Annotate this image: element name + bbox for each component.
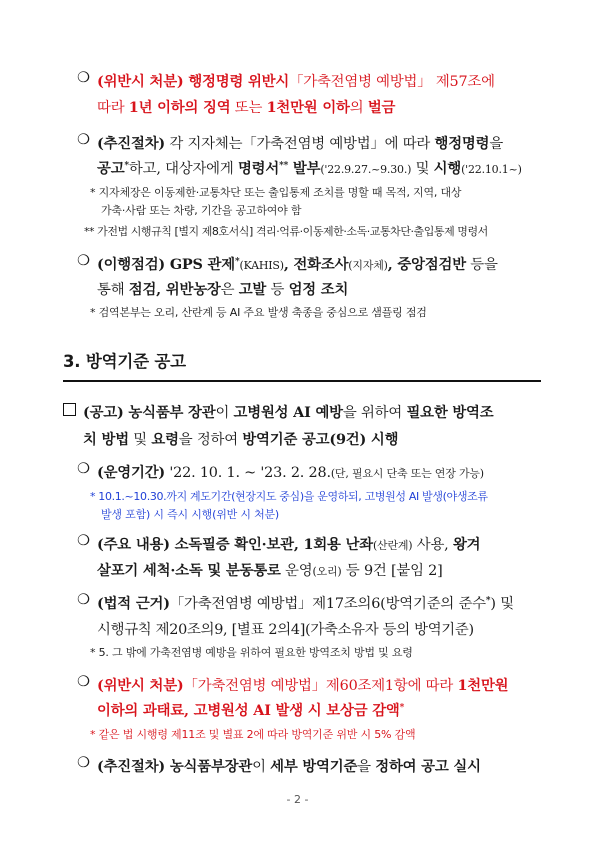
text: 요령 [151, 431, 179, 448]
text: 운영 [280, 563, 313, 579]
checkbox-square-icon [63, 403, 76, 416]
text: 을 정하여 [178, 432, 243, 448]
text: 각 지자체는「가축전염병 예방법」에 따라 [165, 136, 435, 152]
text: 「가축전염병 예방법」제60조제1항에 따라 [183, 678, 458, 694]
text: 정하여 공고 실시 [375, 758, 481, 775]
procedure-label: (추진절차) [97, 758, 166, 775]
text: 및 [411, 161, 434, 177]
footnote-line: * 검역본부는 오리, 산란계 등 AI 주요 발생 축종을 중심으로 샘플링 점검 [90, 306, 427, 319]
procedure-line-1 [97, 132, 503, 153]
text: 필요한 방역조 [406, 404, 494, 421]
text: 고발 [238, 281, 267, 298]
text: (산란계) [372, 539, 413, 552]
circle-bullet-icon: ❍ [77, 132, 90, 148]
footnote-line: ** 가전법 시행규칙 [별지 제8호서식] 격리·억류·이동제한·소독·교통차단·출입통제 명령서 [84, 225, 488, 238]
announce-label: (공고) [83, 404, 124, 421]
circle-bullet-icon: ❍ [77, 755, 90, 771]
text: 행정명령 [434, 135, 490, 152]
penalty-law: 「가축전염병 예방법」 제57조에 [289, 74, 495, 90]
period-line [97, 461, 484, 482]
procedure-label: (추진절차) [97, 135, 166, 152]
text: 하고, 대상자에게 [128, 161, 238, 177]
content-label: (주요 내용) [97, 536, 170, 553]
text: 발부 [288, 160, 321, 177]
text: (단, 필요시 단축 또는 연장 가능) [330, 467, 484, 480]
date-range: ('22.9.27.~9.30.) [320, 163, 412, 176]
circle-bullet-icon: ❍ [77, 592, 90, 608]
inspection-label: (이행점검) [97, 256, 166, 273]
text: 등 9건 [붙임 2] [341, 563, 443, 579]
text: 을 [489, 136, 504, 152]
circle-bullet-icon: ❍ [77, 70, 90, 86]
text: 등 [266, 282, 289, 298]
text: , 전화조사 [283, 256, 349, 273]
penalty2-line-2 [97, 699, 404, 720]
footnote-mark: * [485, 596, 491, 606]
text: 시행 [433, 160, 462, 177]
penalty-line-2 [97, 96, 395, 117]
text: 고병원성 AI 예방 [233, 404, 343, 421]
text: 은 [220, 282, 239, 298]
content-line-2 [97, 559, 443, 580]
text: 1년 이하의 징역 [128, 99, 231, 116]
text: 왕겨 [452, 536, 481, 553]
text: 소독필증 확인·보관, 1회용 난좌 [169, 536, 373, 553]
inspection-line-1 [97, 253, 498, 274]
legal-line-1 [97, 592, 514, 613]
footnote-line: 발생 포함) 시 즉시 시행(위반 시 처분) [101, 508, 280, 521]
penalty2-line-1 [97, 674, 508, 695]
procedure2-line [97, 755, 481, 776]
text: (지자체) [348, 259, 388, 272]
footnote-line: * 10.1.~10.30.까지 계도기간(현장지도 중심)을 운영하되, 고병원성 AI 발생(야생조류 [90, 490, 488, 503]
text: 또는 [230, 100, 267, 116]
text: 따라 [97, 100, 129, 116]
penalty-line-1 [97, 70, 495, 91]
text: 살포기 세척·소독 및 분동통로 [97, 562, 281, 579]
text: , 중앙점검반 [387, 256, 466, 273]
text: 엄정 조치 [288, 281, 349, 298]
text: 공고 [97, 160, 125, 177]
text: 이 [252, 759, 271, 775]
text: 을 [357, 759, 376, 775]
text: 세부 방역기준 [270, 758, 358, 775]
footnote-line: 가축·사람 또는 차량, 기간을 공고하여야 함 [101, 204, 302, 217]
inspection-line-2 [97, 278, 348, 299]
text: 방역기준 공고(9건) 시행 [242, 431, 399, 448]
circle-bullet-icon: ❍ [77, 461, 90, 477]
period-label: (운영기간) [97, 464, 166, 481]
text: 벌금 [367, 99, 396, 116]
section-rule [63, 380, 541, 382]
footnote-mark: * [234, 257, 240, 267]
penalty-text: 행정명령 위반시 [183, 73, 290, 90]
penalty-label: (위반시 처분) [97, 677, 184, 694]
text: ) 및 [490, 596, 514, 612]
announce-line-2 [83, 428, 398, 449]
text: 이 [215, 405, 234, 421]
text: 이하의 과태료, 고병원성 AI 발생 시 보상금 감액 [97, 702, 400, 719]
page-number: - 2 - [286, 793, 309, 806]
text: 의 [349, 100, 368, 116]
text: 통해 [97, 282, 129, 298]
text: GPS 관제 [165, 256, 235, 273]
text: 농식품부장관 [165, 758, 253, 775]
text: 「가축전염병 예방법」제17조의6(방역기준의 준수 [169, 596, 486, 612]
date-range: '22. 10. 1. ~ '23. 2. 28. [165, 465, 331, 481]
text: 농식품부 장관 [123, 404, 216, 421]
footnote-line: * 지자체장은 이동제한·교통차단 또는 출입통제 조치를 명할 때 목적, 지역, 대상 [90, 186, 462, 199]
legal-label: (법적 근거) [97, 595, 170, 612]
text: 치 방법 [83, 431, 129, 448]
footnote-mark: * [399, 703, 405, 713]
footnote-mark: * [124, 161, 129, 171]
circle-bullet-icon: ❍ [77, 674, 90, 690]
text: 을 위하여 [342, 405, 407, 421]
text: 1천만원 [457, 677, 509, 694]
text: 및 [128, 432, 152, 448]
text: 등을 [465, 257, 498, 273]
text: 점검, 위반농장 [128, 281, 221, 298]
text: 명령서 [237, 160, 280, 177]
announce-line-1 [83, 401, 493, 422]
legal-line-2: 시행규칙 제20조의9, [별표 2의4](가축소유자 등의 방역기준) [97, 622, 474, 638]
circle-bullet-icon: ❍ [77, 533, 90, 549]
section-heading: 3. 방역기준 공고 [63, 352, 186, 371]
text: (KAHIS) [239, 259, 284, 272]
text: 1천만원 이하 [266, 99, 350, 116]
content-line-1 [97, 533, 480, 554]
circle-bullet-icon: ❍ [77, 253, 90, 269]
footnote-mark: ** [279, 161, 289, 171]
footnote-line: * 같은 법 시행령 제11조 및 별표 2에 따라 방역기준 위반 시 5% 감액 [90, 728, 416, 741]
text: (오리) [312, 565, 342, 578]
penalty-label: (위반시 처분) [97, 73, 184, 90]
procedure-line-2 [97, 157, 522, 178]
footnote-line: * 5. 그 밖에 가축전염병 예방을 위하여 필요한 방역조치 방법 및 요령 [90, 646, 413, 659]
date-range: ('22.10.1~) [461, 163, 522, 176]
text: 사용, [412, 537, 453, 553]
